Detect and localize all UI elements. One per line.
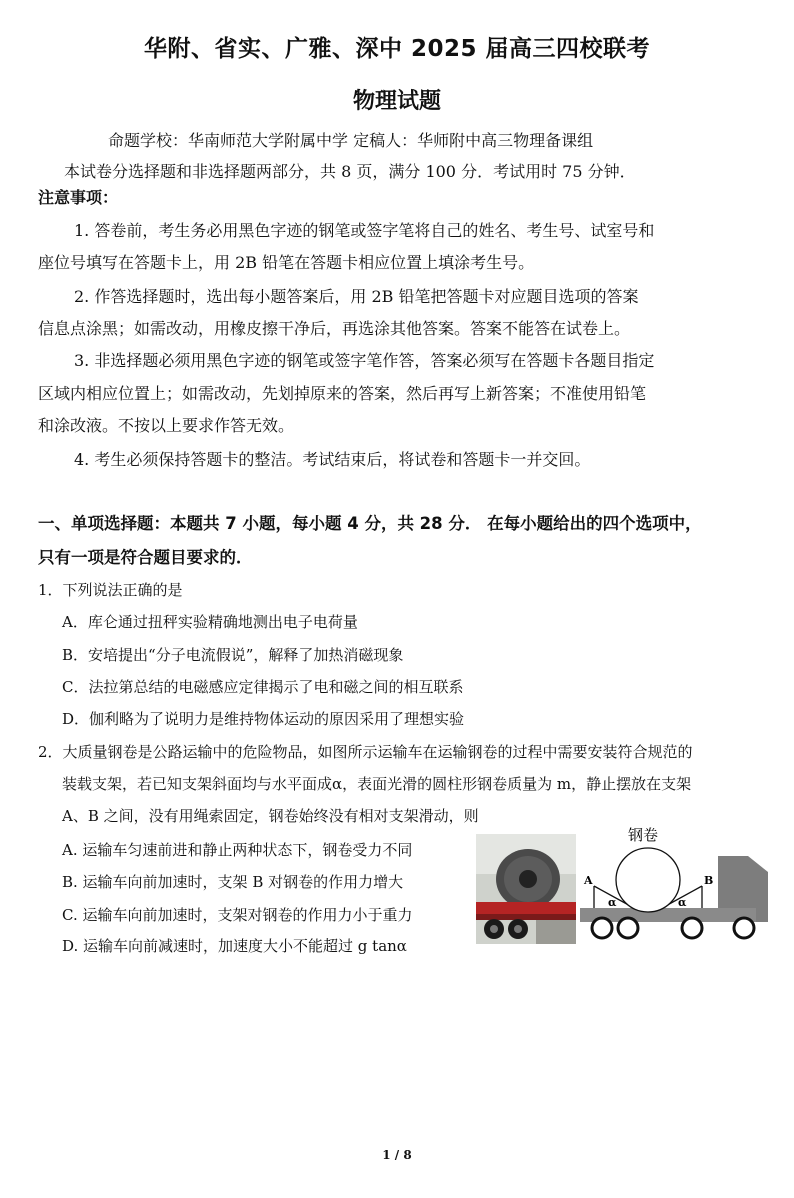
support-diagram <box>578 822 774 948</box>
question-1-option-c: C．法拉第总结的电磁感应定律揭示了电和磁之间的相互联系 <box>62 678 464 696</box>
truck-photo <box>476 834 576 944</box>
label-a: A <box>584 874 593 887</box>
notice-line: 信息点涂黑；如需改动，用橡皮擦干净后，再选涂其他答案。答案不能答在试卷上。 <box>38 319 631 338</box>
steel-coil-circle <box>616 848 680 912</box>
question-2-stem: A、B 之间，没有用绳索固定，钢卷始终没有相对支架滑动，则 <box>62 807 479 825</box>
wheel-icon <box>734 918 754 938</box>
notice-line: 1. 答卷前，考生务必用黑色字迹的钢笔或签字笔将自己的姓名、考生号、试室号和 <box>74 221 655 240</box>
exam-title: 华附、省实、广雅、深中 2025 届高三四校联考 <box>143 36 651 62</box>
question-2-stem: 2．大质量钢卷是公路运输中的危险物品，如图所示运输车在运输钢卷的过程中需要安装符合规范的 <box>38 743 693 761</box>
alpha-label-right: α <box>678 896 687 909</box>
section-heading: 一、单项选择题：本题共 7 小题，每小题 4 分，共 28 分． 在每小题给出的四个选项中， <box>38 514 702 533</box>
notice-line: 区域内相应位置上；如需改动，先划掉原来的答案，然后再写上新答案；不准使用铅笔 <box>38 384 647 403</box>
author-line: 命题学校：华南师范大学附属中学 定稿人：华师附中高三物理备课组 <box>108 131 594 150</box>
question-1-stem: 1．下列说法正确的是 <box>38 581 183 599</box>
question-1-option-b: B．安培提出“分子电流假说”，解释了加热消磁现象 <box>62 646 404 664</box>
truck-photo-illustration <box>476 834 576 944</box>
question-1-option-a: A．库仑通过扭秤实验精确地测出电子电荷量 <box>62 613 358 631</box>
notice-line: 2. 作答选择题时，选出每小题答案后，用 2B 铅笔把答题卡对应题目选项的答案 <box>74 287 639 306</box>
question-2-option-a: A. 运输车匀速前进和静止两种状态下，钢卷受力不同 <box>62 841 413 859</box>
question-2-option-b: B. 运输车向前加速时，支架 B 对钢卷的作用力增大 <box>62 873 404 891</box>
wheel-icon <box>618 918 638 938</box>
question-2-option-c: C. 运输车向前加速时，支架对钢卷的作用力小于重力 <box>62 906 413 924</box>
notice-line: 4. 考生必须保持答题卡的整洁。考试结束后，将试卷和答题卡一并交回。 <box>74 450 591 469</box>
wheel-icon <box>592 918 612 938</box>
question-2-stem: 装载支架，若已知支架斜面均与水平面成α，表面光滑的圆柱形钢卷质量为 m，静止摆放在支架 <box>62 775 692 793</box>
question-2-option-d: D. 运输车向前减速时，加速度大小不能超过 g tanα <box>62 937 407 955</box>
section-heading-cont: 只有一项是符合题目要求的． <box>38 548 253 567</box>
notice-heading: 注意事项： <box>38 188 119 207</box>
label-b: B <box>704 874 714 887</box>
intro-text: 本试卷分选择题和非选择题两部分，共 8 页，满分 100 分．考试用时 75 分钟． <box>64 162 636 181</box>
wheel-icon <box>682 918 702 938</box>
page-number: 1 / 8 <box>382 1148 412 1162</box>
question-1-option-d: D．伽利略为了说明力是维持物体运动的原因采用了理想实验 <box>62 710 465 728</box>
subject-title: 物理试题 <box>352 89 441 114</box>
notice-line: 和涂改液。不按以上要求作答无效。 <box>38 416 295 435</box>
notice-line: 3. 非选择题必须用黑色字迹的钢笔或签字笔作答，答案必须写在答题卡各题目指定 <box>74 351 655 370</box>
coil-label: 钢卷 <box>628 826 659 844</box>
alpha-label-left: α <box>608 896 617 909</box>
notice-line: 座位号填写在答题卡上，用 2B 铅笔在答题卡相应位置上填涂考生号。 <box>38 253 535 272</box>
